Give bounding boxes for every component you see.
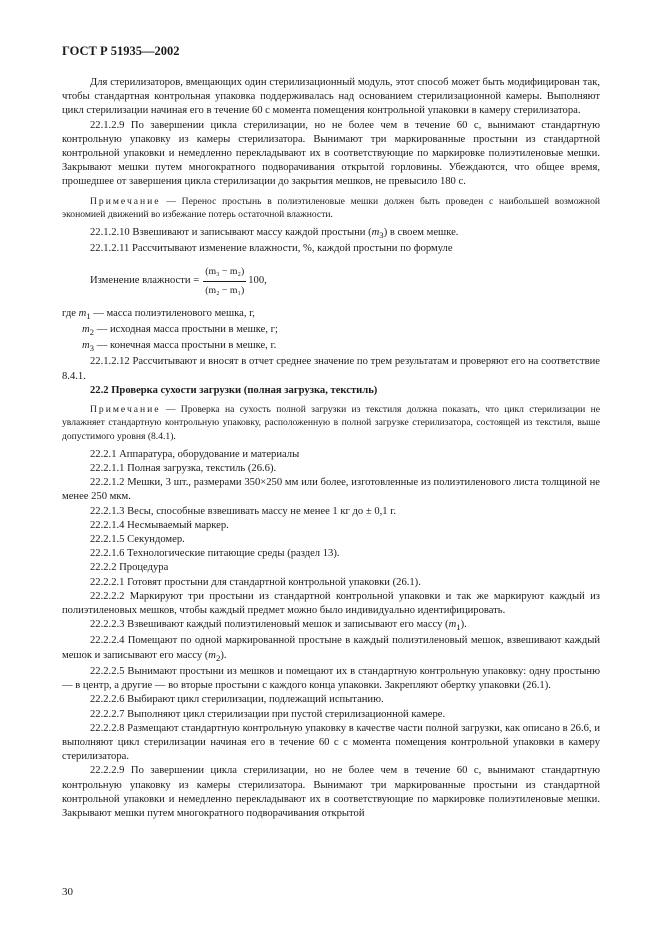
variable: m xyxy=(371,227,380,239)
moisture-formula xyxy=(62,263,600,301)
text-run: ). xyxy=(460,619,467,631)
clause-22-1-2-11: 22.1.2.11 Рассчитывают изменение влажности, %, каждой простыни по формуле xyxy=(90,243,453,255)
text-run: 22.2.2.4 Помещают по одной маркированной простыне в каждый полиэтиленовый мешок, взвешивают каждый мешок и записывают его массу ( xyxy=(62,635,600,661)
note-text: — Перенос простынь в полиэтиленовые мешки должен быть проведен с наибольшей возможной экономией движений во избежание потерь остаточной влажности. xyxy=(62,195,600,220)
clause-22-1-2-9: 22.1.2.9 По завершении цикла стерилизации, но не более чем в течение 60 с, вынимают стандартную контрольную упаковку из камеры стерилизатора. Вынимают три маркированные простыни из стандартной контрольной упаковки и немедленно перекладывают их в соответствующие по маркировке полиэтиленовые мешки. Закрывают мешки путем многократного подворачивания открытой горловины. Убеждаются, что общее время, прошедшее от завершения цикла стерилизации до закрытия мешков, не превысило 180 с. xyxy=(62,119,600,188)
clause-22-2-2-6: 22.2.2.6 Выбирают цикл стерилизации, подлежащий испытанию. xyxy=(90,694,384,706)
clause-22-2-1-1: 22.2.1.1 Полная загрузка, текстиль (26.6). xyxy=(90,462,277,474)
page-header: ГОСТ Р 51935—2002 xyxy=(62,44,180,58)
clause-22-1-2-10 xyxy=(62,226,600,242)
clause-22-2-1-5: 22.2.1.5 Секундомер. xyxy=(90,533,185,545)
paragraph: Для стерилизаторов, вмещающих один стерилизационный модуль, этот способ может быть модифицирован так, чтобы стандартная контрольная упаковка поддерживалась над основанием стерилизационной камеры. Выполняют цикл стерилизации начиная его в течение 60 с момента помещения контрольной упаковки в камеру стерилизатора. xyxy=(62,77,600,117)
subscript: 3 xyxy=(379,230,384,241)
note-paragraph xyxy=(62,403,600,443)
text-run: ) в своем мешке. xyxy=(383,227,459,239)
clause-22-2-2-1: 22.2.2.1 Готовят простыни для стандартной контрольной упаковки (26.1). xyxy=(90,576,421,588)
clause-22-2-2-3 xyxy=(62,618,600,634)
formula-lhs: Изменение влажности = xyxy=(90,275,200,287)
subscript: 2 xyxy=(215,652,221,663)
variable: m xyxy=(208,649,216,661)
note-label: Примечание xyxy=(90,404,161,416)
text-run: — исходная масса простыни в мешке, г; xyxy=(94,323,278,335)
variable: m xyxy=(78,307,87,319)
clause-22-2-2-8: 22.2.2.8 Размещают стандартную контрольную упаковку в качестве части полной загрузки, как описано в 26.6, и выполняют цикл стерилизации начиная его в течение 60 с с момента помещения контрольной упаковки в камеру стерилизатора. xyxy=(62,722,600,763)
where-line-2 xyxy=(62,323,600,339)
subscript: 1 xyxy=(86,310,91,321)
note-label: Примечание xyxy=(90,195,161,207)
page-number: 30 xyxy=(62,886,73,898)
clause-22-2-2-9: 22.2.2.9 По завершении цикла стерилизации, но не более чем в течение 60 с, вынимают стандартную контрольную упаковку из камеры стерилизатора. Вынимают три маркированные простыни из стандартной контрольной упаковки и немедленно перекладывают их в соответствующие по маркировке полиэтиленовые мешки. Закрывают мешки путем многократного подворачивания открытой xyxy=(62,765,600,819)
subscript: 2 xyxy=(89,326,95,337)
note-paragraph xyxy=(62,195,600,221)
formula-tail: 100, xyxy=(248,275,267,287)
clause-22-2-2-7: 22.2.2.7 Выполняют цикл стерилизации при пустой стерилизационной камере. xyxy=(90,708,446,720)
clause-22-1-2-12: 22.1.2.12 Рассчитывают и вносят в отчет среднее значение по трем результатам и проверяют его на соответствие 8.4.1. xyxy=(62,356,600,382)
where-line-3 xyxy=(62,339,600,355)
clause-22-2-2-4 xyxy=(62,634,600,665)
variable: m xyxy=(82,340,90,352)
formula-fraction xyxy=(203,265,246,298)
clause-22-2-1-3: 22.2.1.3 Весы, способные взвешивать массу не менее 1 кг до ± 0,1 г. xyxy=(90,505,397,517)
variable: m xyxy=(448,619,457,631)
clause-22-2-2: 22.2.2 Процедура xyxy=(90,562,169,574)
text-run: — конечная масса простыни в мешке, г. xyxy=(94,340,277,352)
clause-22-2-2-5: 22.2.2.5 Вынимают простыни из мешков и помещают их в стандартную контрольную упаковку: одну простыню — в центр, а другие — во вторые простыни с каждого конца упаковки. Закрепляют обертку упаковки (26.1). xyxy=(62,665,600,692)
clause-22-2-1: 22.2.1 Аппаратура, оборудование и материалы xyxy=(90,448,300,460)
clause-22-2-2-2: 22.2.2.2 Маркируют три простыни из стандартной контрольной упаковки и так же маркируют каждый из полиэтиленовых мешков, чтобы каждый предмет можно было индивидуально идентифицировать. xyxy=(62,590,600,616)
note-text: — Проверка на сухость полной загрузки из текстиля должна показать, что цикл стерилизации не увлажняет стандартную контрольную упаковку, расположенную в полной загрузке стерилизатора, состоящей из текстиля, выше допустимого уровня (8.4.1). xyxy=(62,404,600,442)
subscript: 3 xyxy=(89,343,95,354)
formula-numerator: (m₃ − m₂) xyxy=(203,265,246,282)
clause-22-2-1-2: 22.2.1.2 Мешки, 3 шт., размерами 350×250 мм или более, изготовленные из полиэтиленового листа толщиной не менее 250 мкм. xyxy=(62,477,600,503)
subscript: 1 xyxy=(456,622,461,633)
where-line-1 xyxy=(62,307,600,323)
section-heading-22-2: 22.2 Проверка сухости загрузки (полная загрузка, текстиль) xyxy=(90,384,378,396)
text-run: где xyxy=(62,307,79,319)
clause-22-2-1-6: 22.2.1.6 Технологические питающие среды (раздел 13). xyxy=(90,548,340,560)
text-run: — масса полиэтиленового мешка, г, xyxy=(90,307,255,319)
text-run: ). xyxy=(220,649,227,661)
clause-22-2-1-4: 22.2.1.4 Несмываемый маркер. xyxy=(90,519,229,531)
text-run: 22.1.2.10 Взвешивают и записывают массу каждой простыни ( xyxy=(90,227,372,239)
text-run: 22.2.2.3 Взвешивают каждый полиэтиленовый мешок и записывают его массу ( xyxy=(90,619,449,631)
variable: m xyxy=(82,323,90,335)
formula-denominator: (m₂ − m₁) xyxy=(205,285,245,297)
document-body xyxy=(62,76,600,821)
